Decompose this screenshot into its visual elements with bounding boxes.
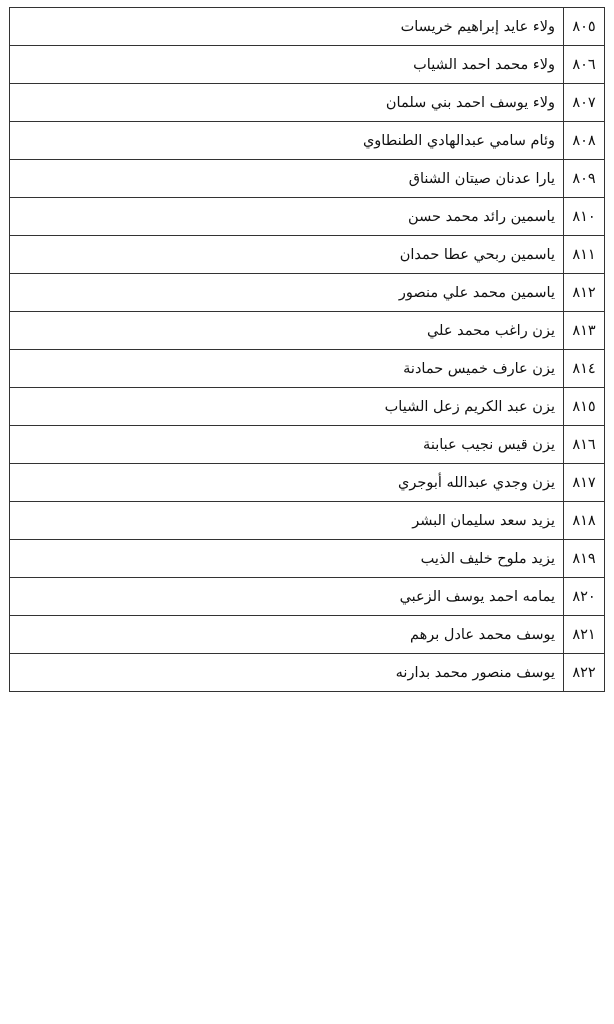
table-row	[10, 426, 605, 464]
row-number: ٨١٢	[564, 274, 605, 312]
person-name: يارا عدنان صيتان الشناق	[10, 160, 564, 198]
table-row	[10, 236, 605, 274]
table-row	[10, 8, 605, 46]
row-number: ٨١٠	[564, 198, 605, 236]
table-row	[10, 160, 605, 198]
person-name: يمامه احمد يوسف الزعبي	[10, 578, 564, 616]
table-row	[10, 540, 605, 578]
row-number: ٨٢١	[564, 616, 605, 654]
table-row	[10, 616, 605, 654]
table-row	[10, 578, 605, 616]
row-number: ٨٠٩	[564, 160, 605, 198]
table-row	[10, 122, 605, 160]
row-number: ٨٠٦	[564, 46, 605, 84]
person-name: ولاء محمد احمد الشياب	[10, 46, 564, 84]
person-name: يزن قيس نجيب عبابنة	[10, 426, 564, 464]
row-number: ٨٠٨	[564, 122, 605, 160]
person-name: يوسف محمد عادل برهم	[10, 616, 564, 654]
person-name: وئام سامي عبدالهادي الطنطاوي	[10, 122, 564, 160]
row-number: ٨٢٢	[564, 654, 605, 692]
table-row	[10, 84, 605, 122]
table-body	[10, 8, 605, 692]
person-name: ولاء عايد إبراهيم خريسات	[10, 8, 564, 46]
table-row	[10, 46, 605, 84]
table-row	[10, 312, 605, 350]
row-number: ٨١٦	[564, 426, 605, 464]
table-row	[10, 502, 605, 540]
table-row	[10, 198, 605, 236]
person-name: يزيد ملوح خليف الذيب	[10, 540, 564, 578]
row-number: ٨١٧	[564, 464, 605, 502]
row-number: ٨١٩	[564, 540, 605, 578]
person-name: ولاء يوسف احمد بني سلمان	[10, 84, 564, 122]
row-number: ٨٠٧	[564, 84, 605, 122]
row-number: ٨٠٥	[564, 8, 605, 46]
row-number: ٨١٨	[564, 502, 605, 540]
row-number: ٨٢٠	[564, 578, 605, 616]
table-row	[10, 654, 605, 692]
table-row	[10, 350, 605, 388]
person-name: ياسمين ربحي عطا حمدان	[10, 236, 564, 274]
table-row	[10, 464, 605, 502]
table-row	[10, 388, 605, 426]
person-name: يزن عبد الكريم زعل الشياب	[10, 388, 564, 426]
person-name: يزن راغب محمد علي	[10, 312, 564, 350]
names-table	[9, 7, 605, 692]
person-name: ياسمين رائد محمد حسن	[10, 198, 564, 236]
person-name: يوسف منصور محمد بدارنه	[10, 654, 564, 692]
table-row	[10, 274, 605, 312]
row-number: ٨١٥	[564, 388, 605, 426]
row-number: ٨١٤	[564, 350, 605, 388]
person-name: يزن عارف خميس حمادنة	[10, 350, 564, 388]
person-name: ياسمين محمد علي منصور	[10, 274, 564, 312]
person-name: يزن وجدي عبدالله أبوجري	[10, 464, 564, 502]
row-number: ٨١٣	[564, 312, 605, 350]
person-name: يزيد سعد سليمان البشر	[10, 502, 564, 540]
row-number: ٨١١	[564, 236, 605, 274]
